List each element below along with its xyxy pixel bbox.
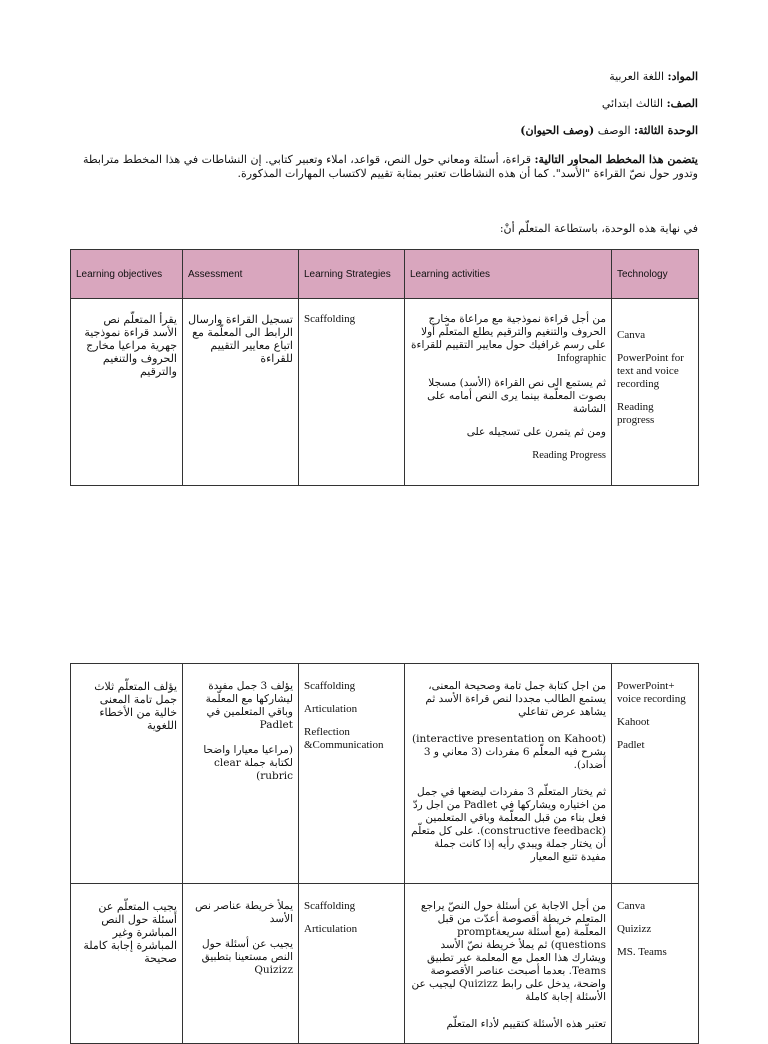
- activity-paragraph: من أجل قراءة نموذجية مع مراعاة مخارج الحروف والتنغيم والترقيم يطلع المتعلّم أولا على رسم غرافيك حول معايير التقييم للقراءة: [411, 313, 606, 351]
- strategy-cell: [299, 884, 405, 1044]
- header-strategies: Learning Strategies: [299, 250, 405, 299]
- strategy-articulation: Articulation: [304, 703, 358, 715]
- objective-cell: يؤلف المتعلّم ثلاث جمل تامة المعنى خالية من الأخطاء اللغوية: [71, 664, 183, 884]
- header-objectives: Learning objectives: [71, 250, 183, 299]
- subject-value: اللغة العربية: [609, 70, 668, 83]
- intro-text: قراءة، أسئلة ومعاني حول النص، قواعد، املاء وتعبير كتابي. إن النشاطات في هذا المخطط مترابطة وتدور حول نصّ القراءة "الأسد". كما أن هذه النشاطات تعتبر بمثابة تقييم لاكتساب المهارات المذكورة.: [82, 153, 698, 180]
- strategy-scaffolding: Scaffolding: [304, 680, 356, 692]
- activity-paragraph: من أجل الاجابة عن أسئلة حول النصّ يراجع المتعلم خريطة أقصوصة أعدّت من قبل المعلّمة (مع أسئلة سريعةprompt questions) ثم يملأ خريطة نصّ الأسد ويشارك هذا العمل مع المعلمة عبر تطبيق Teams. بعدما أصبحت عناصر الأقصوصة واضحة، يدخل على رابط Quizizz ليجيب عن الأسئلة إجابة كاملة: [411, 900, 606, 1003]
- assessment-paragraph: (مراعيا معيارا واضحا لكتابة جملة clear rubric): [203, 744, 293, 782]
- tech-powerpoint: PowerPoint for text and voice recording: [617, 352, 684, 390]
- unit-value: الوصف: [594, 124, 635, 137]
- assessment-paragraph: يجيب عن أسئلة حول النص مستعينا بتطبيق Quizizz: [201, 938, 293, 976]
- subject-label: المواد:: [667, 70, 698, 83]
- activity-paragraph: ثم يختار المتعلّم 3 مفردات ليضعها في جمل من اختياره ويشاركها في Padlet من اجل ردّ فعل بناء من قبل المعلّمة وباقي المتعلمين (constructive feedback). على كل متعلّم أن يختار جملة ويبدي رأيه إذا كانت جملة مفيدة تتبع المعيار: [411, 786, 606, 863]
- strategy-cell: [299, 299, 405, 486]
- unit-plan-table-1: [70, 249, 699, 486]
- tech-reading-progress: Reading progress: [617, 401, 655, 426]
- strategy-scaffolding: Scaffolding: [304, 900, 356, 912]
- unit-bold: (وصف الحيوان): [520, 124, 595, 137]
- intro-bold: يتضمن هذا المخطط المحاور التالية:: [534, 153, 698, 166]
- tech-canva: Canva: [617, 329, 646, 341]
- table-row: [71, 664, 699, 884]
- activities-cell: [405, 664, 612, 884]
- tech-padlet: Padlet: [617, 739, 645, 751]
- table-header-row: [71, 250, 699, 299]
- strategy-reflection: Reflection &Communication: [304, 726, 384, 751]
- table-row: [71, 299, 699, 486]
- technology-cell: [612, 664, 699, 884]
- grade-label: الصف:: [666, 97, 698, 110]
- outcomes-line: في نهاية هذه الوحدة، باستطاعة المتعلّم أنْ:: [499, 222, 698, 235]
- activities-cell: [405, 299, 612, 486]
- header-activities: Learning activities: [405, 250, 612, 299]
- strategy-scaffolding: Scaffolding: [304, 313, 356, 325]
- activity-paragraph: ومن ثم يتمرن على تسجيله على: [466, 426, 606, 438]
- activities-cell: [405, 884, 612, 1044]
- subject-line: [609, 70, 698, 84]
- tech-powerpoint: PowerPoint+ voice recording: [617, 680, 686, 705]
- strategy-articulation: Articulation: [304, 923, 358, 935]
- unit-plan-table-2: [70, 663, 699, 1044]
- assessment-paragraph: يملأ خريطة عناصر نص الأسد: [195, 900, 293, 925]
- unit-line: [520, 124, 698, 138]
- technology-cell: [612, 884, 699, 1044]
- technology-cell: [612, 299, 699, 486]
- activity-paragraph: من اجل كتابة جمل تامة وصحيحة المعنى، يستمع الطالب مجددا لنص قراءة الأسد ثم يشاهد عرض تفاعلي: [425, 680, 606, 718]
- activity-reading-progress: Reading Progress: [532, 450, 606, 461]
- header-assessment: Assessment: [183, 250, 299, 299]
- strategy-cell: [299, 664, 405, 884]
- assessment-cell: [183, 884, 299, 1044]
- grade-value: الثالث ابتدائي: [601, 97, 667, 110]
- objective-cell: يجيب المتعلّم عن أسئلة حول النص المباشرة وغير المباشرة إجابة كاملة صحيحة: [71, 884, 183, 1044]
- grade-line: [602, 97, 698, 111]
- tech-quizizz: Quizizz: [617, 923, 652, 935]
- tech-canva: Canva: [617, 900, 646, 912]
- header-technology: Technology: [612, 250, 699, 299]
- objective-cell: يقرأ المتعلّم نص الأسد قراءة نموذجية جهرية مراعيا مخارج الحروف والتنغيم والترقيم: [71, 299, 183, 486]
- assessment-paragraph: يؤلف 3 جمل مفيدة ليشاركها مع المعلّمة وباقي المتعلمين في Padlet: [205, 680, 293, 731]
- table-row: [71, 884, 699, 1044]
- tech-kahoot: Kahoot: [617, 716, 650, 728]
- intro-paragraph: [68, 153, 698, 181]
- activity-paragraph: تعتبر هذه الأسئلة كتقييم لأداء المتعلّم: [446, 1018, 606, 1030]
- activity-paragraph: (interactive presentation on Kahoot) يشرح فيه المعلّم 6 مفردات (3 معاني و 3 أضداد).: [412, 733, 606, 771]
- assessment-cell: [183, 664, 299, 884]
- assessment-cell: تسجيل القراءة وارسال الرابط الى المعلّمة مع اتباع معايير التقييم للقراءة: [183, 299, 299, 486]
- unit-label: الوحدة الثالثة:: [634, 124, 698, 137]
- tech-teams: MS. Teams: [617, 946, 667, 958]
- activity-paragraph: ثم يستمع الى نص القراءة (الأسد) مسجلا بصوت المعلّمة بينما يرى النص أمامه على الشاشة: [427, 377, 606, 415]
- activity-infographic: Infographic: [557, 353, 606, 364]
